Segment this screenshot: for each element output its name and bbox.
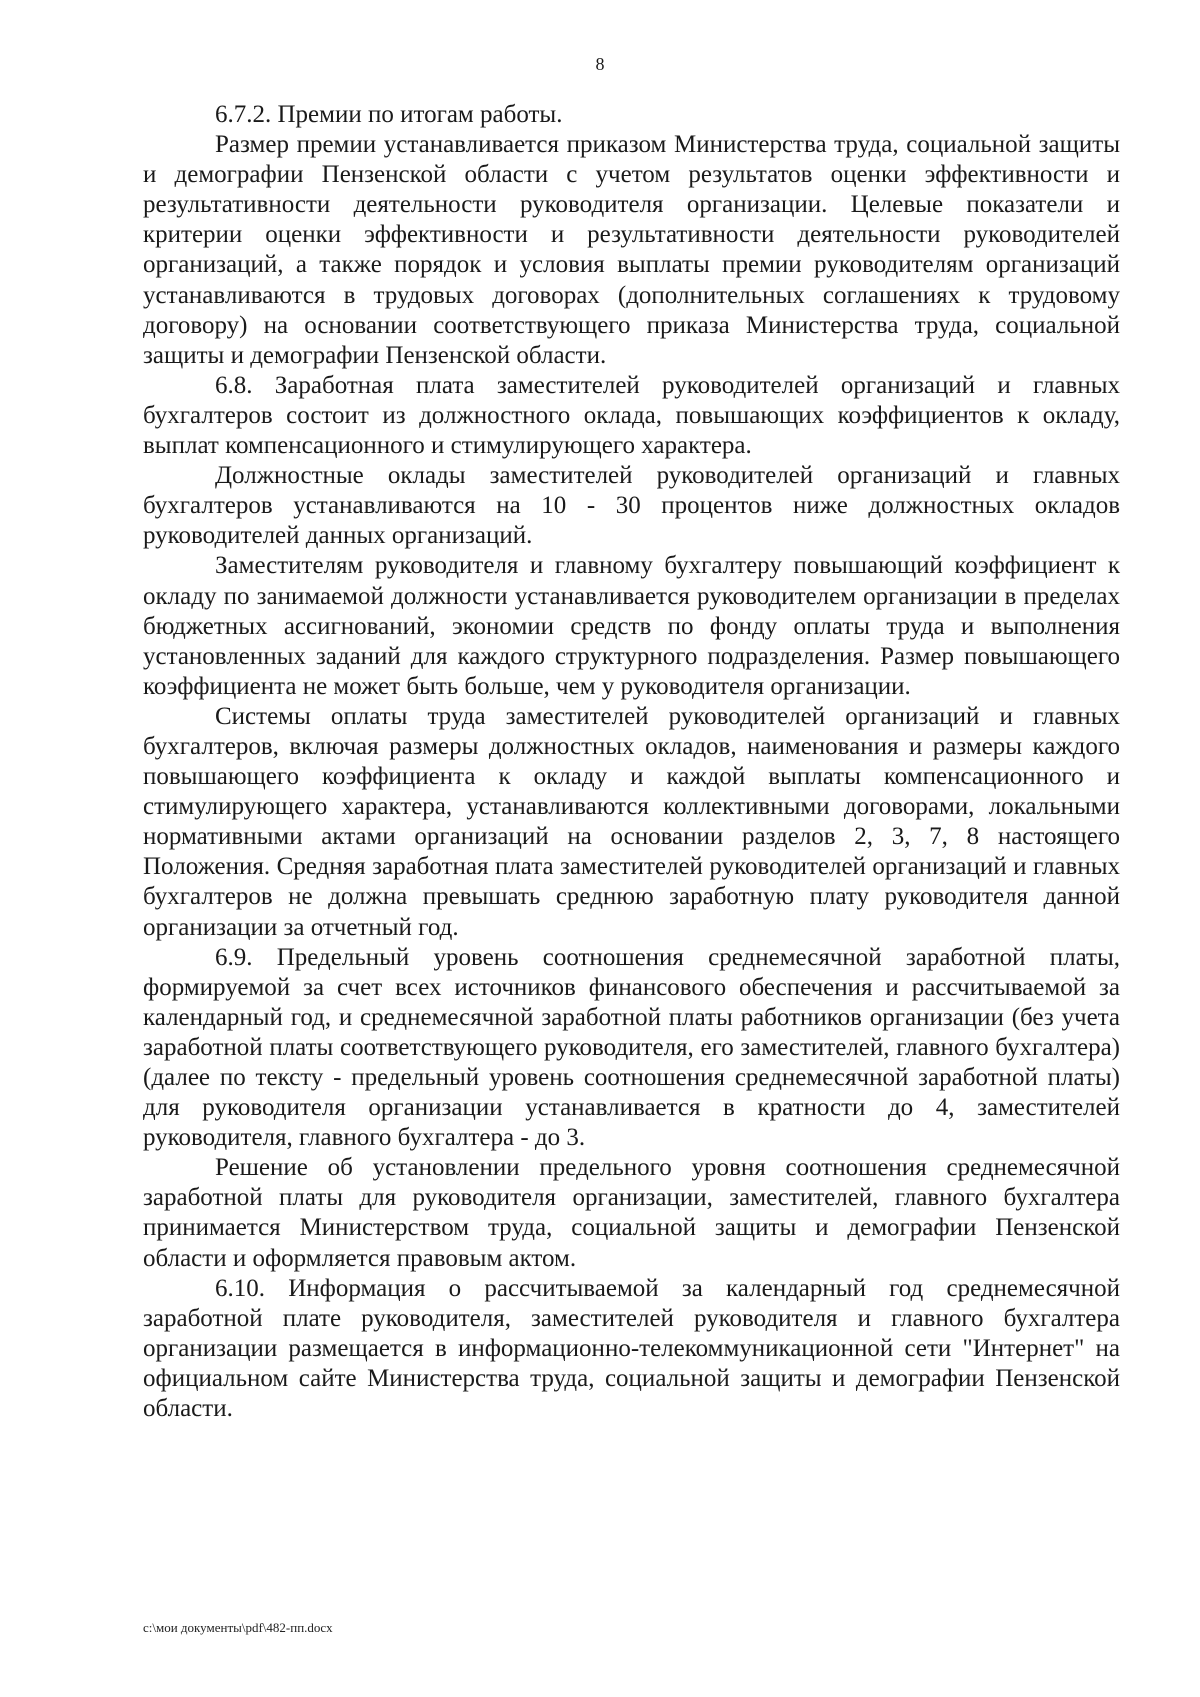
paragraph-ratio-decision: Решение об установлении предельного уровня соотношения среднемесячной заработной платы для руководителя организации, заместителей, главного бухгалтера принимается Министерством труда, социальной защиты и демографии Пензенской области и оформляется правовым актом. bbox=[143, 1154, 1120, 1272]
paragraph-6-10: 6.10. Информация о рассчитываемой за календарный год среднемесячной заработной плате руководителя, заместителей руководителя и главного бухгалтера организации размещается в информационно-телекоммуникационной сети "Интернет" на официальном сайте Министерства труда, социальной защиты и демографии Пензенской области. bbox=[143, 1274, 1120, 1423]
footer-file-path: c:\мои документы\pdf\482-пп.docx bbox=[143, 1620, 333, 1635]
paragraph-bonus-size: Размер премии устанавливается приказом Министерства труда, социальной защиты и демографии Пензенской области с учетом результатов оценки эффективности и результативности деятельности руководителя организации. Целевые показатели и критерии оценки эффективности и результативности деятельности руководителей организаций, а также порядок и условия выплаты премии руководителям организаций устанавливаются в трудовых договорах (дополнительных соглашениях к трудовому договору) на основании соответствующего приказа Министерства труда, социальной защиты и демографии Пензенской области. bbox=[143, 131, 1120, 369]
paragraph-deputy-coefficient: Заместителям руководителя и главному бухгалтеру повышающий коэффициент к окладу по занимаемой должности устанавливается руководителем организации в пределах бюджетных ассигнований, экономии средств по фонду оплаты труда и выполнения установленных заданий для каждого структурного подразделения. Размер повышающего коэффициента не может быть больше, чем у руководителя организации. bbox=[143, 552, 1120, 700]
paragraph-6-9: 6.9. Предельный уровень соотношения среднемесячной заработной платы, формируемой за счет всех источников финансового обеспечения и рассчитываемой за календарный год, и среднемесячной заработной платы работников организации (без учета заработной платы соответствующего руководителя, его заместителей, главного бухгалтера) (далее по тексту - предельный уровень соотношения среднемесячной заработной платы) для руководителя организации устанавливается в кратности до 4, заместителей руководителя, главного бухгалтера - до 3. bbox=[143, 943, 1120, 1152]
document-body bbox=[143, 100, 1120, 1424]
page-number: 8 bbox=[595, 54, 605, 74]
paragraph-official-salaries: Должностные оклады заместителей руководителей организаций и главных бухгалтеров устанавливаются на 10 - 30 процентов ниже должностных окладов руководителей данных организаций. bbox=[143, 462, 1120, 550]
paragraph-6-8: 6.8. Заработная плата заместителей руководителей организаций и главных бухгалтеров состоит из должностного оклада, повышающих коэффициентов к окладу, выплат компенсационного и стимулирующего характера. bbox=[143, 371, 1120, 460]
paragraph-pay-systems: Системы оплаты труда заместителей руководителей организаций и главных бухгалтеров, включая размеры должностных окладов, наименования и размеры каждого повышающего коэффициента к окладу и каждой выплаты компенсационного и стимулирующего характера, устанавливаются коллективными договорами, локальными нормативными актами организаций на основании разделов 2, 3, 7, 8 настоящего Положения. Средняя заработная плата заместителей руководителей организаций и главных бухгалтеров не должна превышать среднюю заработную плату руководителя данной организации за отчетный год. bbox=[143, 702, 1120, 941]
paragraph-6-7-2-heading: 6.7.2. Премии по итогам работы. bbox=[215, 101, 563, 128]
